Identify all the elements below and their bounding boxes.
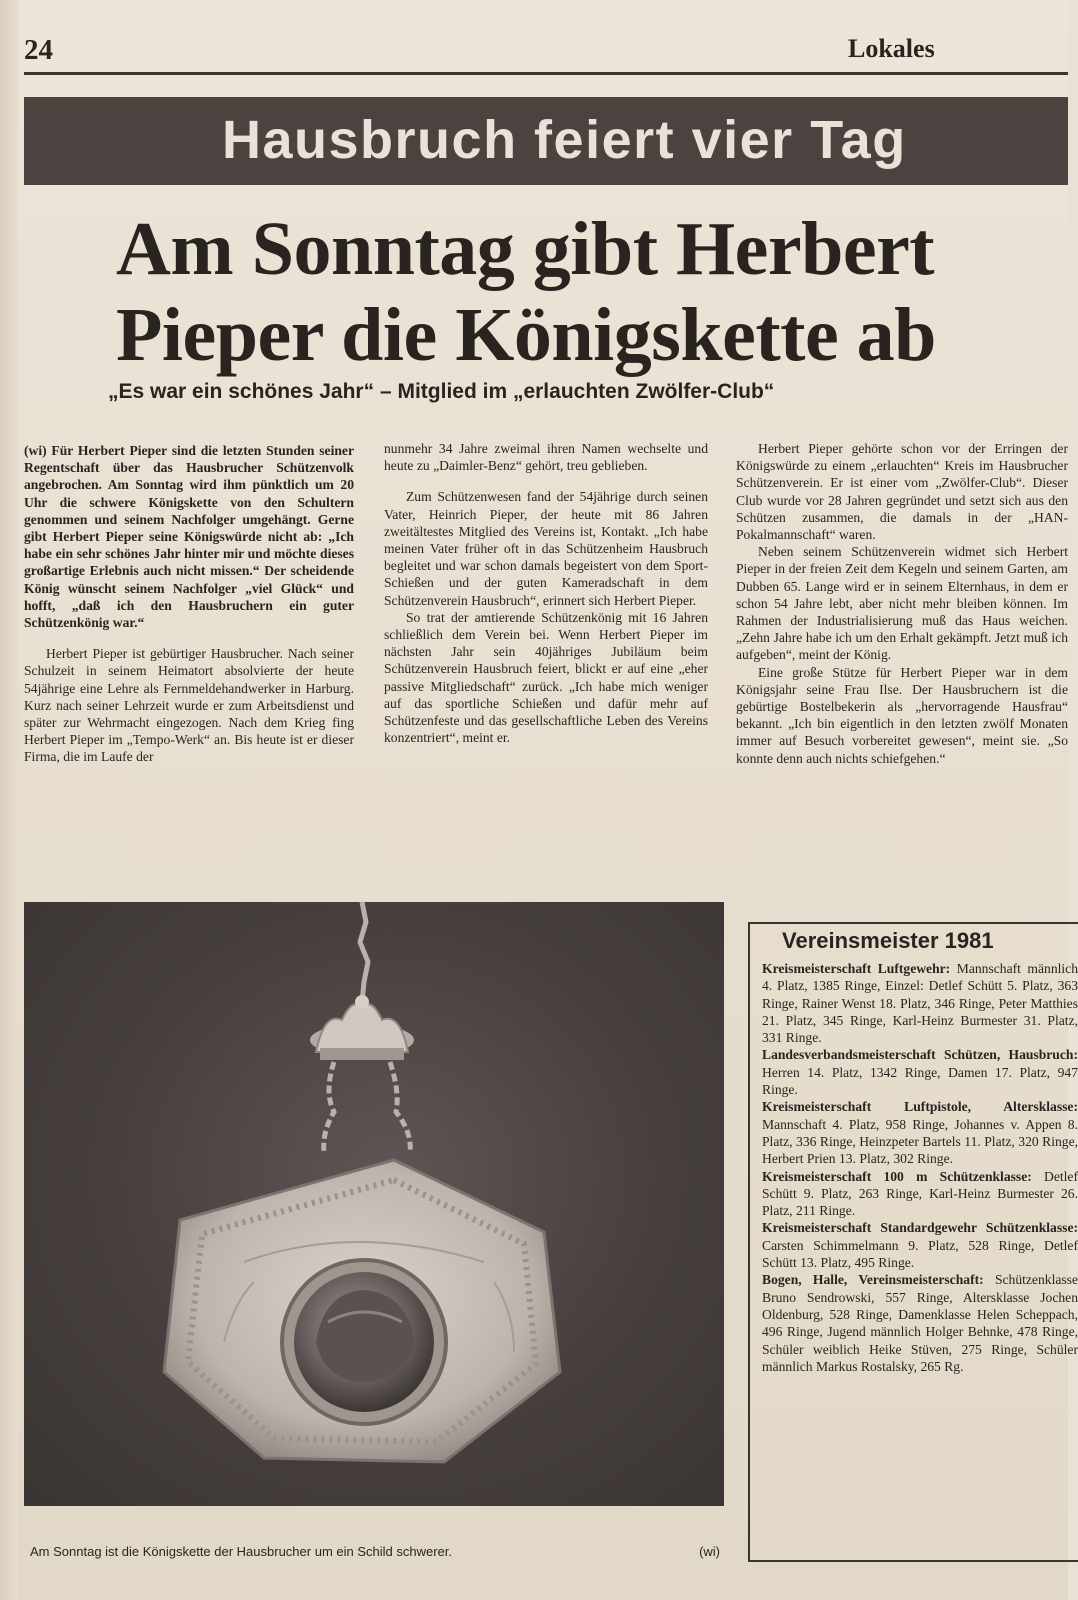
entry-text: Mannschaft 4. Platz, 958 Ringe, Johannes v. Appen 8. Platz, 336 Ringe, Heinzpeter Bartels 11. Platz, 320 Ringe, Herbert Prien 13. Platz, 302 Ringe.	[762, 1116, 1078, 1167]
subheadline: „Es war ein schönes Jahr“ – Mitglied im „erlauchten Zwölfer-Club“	[108, 380, 775, 403]
list-item	[762, 1046, 1078, 1098]
photo-caption	[30, 1544, 720, 1559]
caption-text: Am Sonntag ist die Königskette der Hausbrucher um ein Schild schwerer.	[30, 1544, 452, 1559]
entry-text: Schützenklasse Bruno Sendrowski, 557 Ringe, Altersklasse Jochen Oldenburg, 528 Ringe, Damenklasse Helen Scheppach, 496 Ringe, Jugend männlich Holger Behnke, 478 Ringe, Schüler weiblich Heike Stüven, 275 Ringe, Schüler männlich Markus Rostalsky, 265 Rg.	[762, 1272, 1078, 1374]
headline-line-2: Pieper die Königskette ab	[116, 293, 936, 377]
entry-text: Herren 14. Platz, 1342 Ringe, Damen 17. Platz, 947 Ringe.	[762, 1064, 1078, 1098]
entry-text: Detlef Schütt 9. Platz, 263 Ringe, Karl-Heinz Burmester 26. Platz, 211 Ringe.	[762, 1168, 1078, 1219]
list-item	[762, 1098, 1078, 1167]
list-item	[762, 960, 1078, 1046]
article-column-1	[24, 442, 354, 766]
entry-text: Carsten Schimmelmann 9. Platz, 528 Ringe, Detlef Schütt 13. Platz, 495 Ringe.	[762, 1237, 1078, 1271]
entry-heading: Landesverbandsmeisterschaft Schützen, Hausbruch:	[762, 1047, 1078, 1063]
banner	[24, 97, 1068, 185]
list-item	[762, 1219, 1078, 1271]
paper-edge	[0, 0, 18, 1600]
entry-heading: Kreismeisterschaft Standardgewehr Schützenklasse:	[762, 1220, 1078, 1236]
banner-text: Hausbruch feiert vier Tag	[222, 110, 907, 170]
list-item	[762, 1168, 1078, 1220]
lead-paragraph: (wi) Für Herbert Pieper sind die letzten Stunden seiner Regentschaft über das Hausbrucher Schützenvolk angebrochen. Am Sonntag wird ihm pünktlich um 20 Uhr die schwere Königskette von den Schultern genommen und seinem Nachfolger umgehängt. Gerne gibt Herbert Pieper seine Königswürde nicht ab: „Ich habe ein sehr schönes Jahr hinter mir und möchte dieses großartige Erlebnis auch nicht missen.“ Der scheidende König wünscht seinem Nachfolger „viel Glück“ und hofft, „daß ich den Hausbruchern ein guter Schützenkönig war.“	[24, 443, 354, 631]
paragraph: Herbert Pieper gehörte schon vor der Erringen der Königswürde zu einem „erlauchten“ Kreis im Hausbrucher Schützenverein. Er ist einer vom „Zwölfer-Club“. Dieser Club wurde vor 28 Jahren gegründet und setzt sich aus den Schützen zusammen, die damals in der „HAN-Pokalmannschaft“ waren.	[736, 441, 1068, 543]
paragraph: So trat der amtierende Schützenkönig mit 16 Jahren schließlich dem Verein bei. Wenn Herbert Pieper im nächsten Jahr sein 40jähriges Jubiläum beim Schützenverein Hausbruch feiert, blickt er auf eine „eher passive Mitgliedschaft“ zurück. „Ich habe mich weniger auf das sportliche Schießen und dafür mehr auf Schützenfeste und das gesellschaftliche Leben des Vereins konzentriert“, meint er.	[384, 609, 708, 746]
paragraph: Herbert Pieper ist gebürtiger Hausbrucher. Nach seiner Schulzeit in seinem Heimatort absolvierte der heute 54jährige eine Lehre als Fernmeldehandwerker in Harburg. Kurz nach seiner Lehrzeit wurde er zum Arbeitsdienst und später zur Wehrmacht eingezogen. Nach dem Krieg fing Herbert Pieper im „Tempo-Werk“ an. Bis heute ist er dieser Firma, die im Laufe der	[24, 646, 354, 765]
chain-medal-icon	[24, 902, 724, 1506]
crown-icon	[310, 995, 414, 1060]
results-box	[748, 922, 1078, 1562]
results-title: Vereinsmeister 1981	[782, 928, 994, 953]
list-item	[762, 1271, 1078, 1375]
article-column-3	[736, 440, 1068, 767]
entry-heading: Bogen, Halle, Vereinsmeisterschaft:	[762, 1272, 984, 1288]
entry-heading: Kreismeisterschaft Luftpistole, Altersklasse:	[762, 1099, 1078, 1115]
paragraph: nunmehr 34 Jahre zweimal ihren Namen wechselte und heute zu „Daimler-Benz“ gehört, treu geblieben.	[384, 441, 708, 474]
paragraph: Eine große Stütze für Herbert Pieper war in dem Königsjahr seine Frau Ilse. Der Hausbruchern ist die gebürtige Bostelbekerin als „hervorragende Hausfrau“ bekannt. „Ich bin eigentlich in den letzten zwölf Monaten immer auf Besuch vorbereitet gewesen“, meint sie. „So konnte denn auch nichts schiefgehen.“	[736, 664, 1068, 766]
entry-heading: Kreismeisterschaft 100 m Schützenklasse:	[762, 1168, 1032, 1184]
headline	[116, 206, 1016, 378]
headline-line-1: Am Sonntag gibt Herbert	[116, 207, 935, 291]
page-number: 24	[24, 34, 53, 66]
paragraph: Zum Schützenwesen fand der 54jährige durch seinen Vater, Heinrich Pieper, der heute mit 86 Jahren zweitältestes Mitglied des Vereins ist, Kontakt. „Ich habe meinen Vater früher oft in das Schützenheim Hausbruch begleitet und war schon damals begeistert von dem Sport-Schießen und der guten Kameradschaft in dem Schützenverein Hausbruch“, erinnert sich Herbert Pieper.	[384, 489, 708, 608]
entry-heading: Kreismeisterschaft Luftgewehr:	[762, 961, 951, 976]
section-name: Lokales	[848, 34, 935, 63]
top-rule	[24, 72, 1068, 75]
article-column-2	[384, 440, 708, 746]
results-list	[762, 960, 1078, 1375]
photo-koenigskette	[24, 902, 724, 1506]
photo-credit: (wi)	[699, 1544, 720, 1559]
paragraph: Neben seinem Schützenverein widmet sich Herbert Pieper in der freien Zeit dem Kegeln und seinem Garten, am Dubben 65. Lange wird er in seinem Elternhaus, in dem er schon 54 Jahre lebt, aber nicht mehr bleiben können. Im Rahmen der Industrialisierung muß das Haus weichen. „Zehn Jahre habe ich um den Erhalt gekämpft. Jetzt muß ich aufgeben“, meint der König.	[736, 544, 1068, 663]
entry-text: Mannschaft männlich 4. Platz, 1385 Ringe, Einzel: Detlef Schütt 5. Platz, 363 Ringe, Rainer Wenst 18. Platz, 346 Ringe, Peter Matthies 21. Platz, 345 Ringe, Karl-Heinz Burmester 31. Platz, 331 Ringe.	[762, 961, 1078, 1046]
